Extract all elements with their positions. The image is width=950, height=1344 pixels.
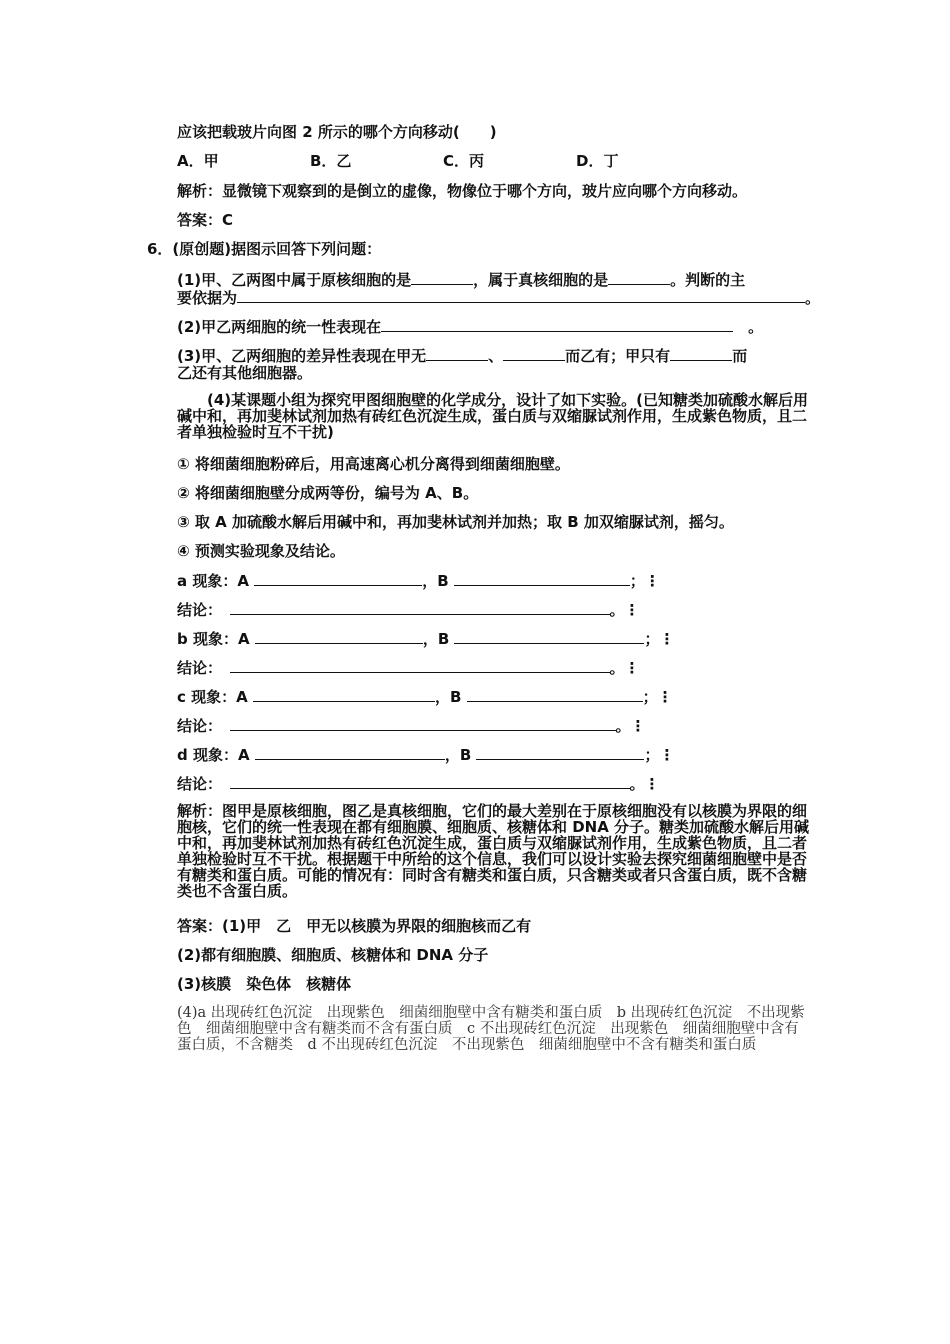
blank-b-B xyxy=(454,629,644,644)
q6-step2: ② 将细菌细胞壁分成两等份，编号为 A、B。 xyxy=(177,484,479,502)
case-label-b: ，B xyxy=(422,630,450,648)
case-label-b: ，B xyxy=(434,688,462,706)
case-label-b: ，B xyxy=(444,746,472,764)
conclusion-label: 结论： xyxy=(177,659,215,677)
blank-prokaryote xyxy=(411,270,473,285)
case-end: ；⋮ xyxy=(644,746,675,764)
blank-eukaryote xyxy=(608,270,670,285)
q5-answer: 答案：C xyxy=(177,211,234,229)
q6-step1: ① 将细菌细胞粉碎后，用高速离心机分离得到细菌细胞壁。 xyxy=(177,455,570,473)
blank-unity xyxy=(381,317,733,332)
blank-c-A xyxy=(253,687,435,702)
blank-only xyxy=(670,346,732,361)
blank-d-B xyxy=(476,745,644,760)
conclusion-end: 。⋮ xyxy=(609,659,640,677)
case-label: b 现象：A xyxy=(177,630,250,648)
q6-part2-text: 。 xyxy=(733,318,764,336)
q6-part4: (4)某课题小组为探究甲图细胞壁的化学成分，设计了如下实验。(已知糖类加硫酸水解后用碱中和，再加斐林试剂加热有砖红色沉淀生成，蛋白质与双缩脲试剂作用，生成紫色物质，且二者单独检验时互不干扰) xyxy=(177,391,809,441)
blank-c-conclusion xyxy=(230,716,616,731)
case-label: d 现象：A xyxy=(177,746,250,764)
q6-part3-line1 xyxy=(177,346,747,365)
conclusion-label: 结论： xyxy=(177,601,215,619)
q6-part2 xyxy=(177,317,763,336)
case-b-conclusion xyxy=(177,658,640,677)
q6-part1-text: 。判断的主 xyxy=(670,271,746,289)
q6-part3-text: 而 xyxy=(732,347,748,365)
q6-part3-line2: 乙还有其他细胞器。 xyxy=(177,364,313,382)
option-d: D．丁 xyxy=(576,152,619,170)
q6-part1-line1 xyxy=(177,270,745,289)
q5-analysis: 解析：显微镜下观察到的是倒立的虚像，物像位于哪个方向，玻片应向哪个方向移动。 xyxy=(177,182,748,200)
blank-d-conclusion xyxy=(230,774,630,789)
blank-diff-1 xyxy=(426,346,488,361)
q6-part1-text: 。 xyxy=(805,289,821,307)
case-label-b: ，B xyxy=(422,572,449,590)
conclusion-end: 。⋮ xyxy=(615,717,646,735)
conclusion-label: 结论： xyxy=(177,775,215,793)
q6-answer-1: 答案：(1)甲 乙 甲无以核膜为界限的细胞核而乙有 xyxy=(177,917,532,935)
case-d-phenomenon xyxy=(177,745,675,764)
blank-a-A xyxy=(254,571,422,586)
blank-diff-2 xyxy=(503,346,565,361)
case-c-phenomenon xyxy=(177,687,673,706)
q6-answer-3: (3)核膜 染色体 核糖体 xyxy=(177,975,352,993)
case-d-conclusion xyxy=(177,774,660,793)
blank-b-conclusion xyxy=(230,658,610,673)
case-c-conclusion xyxy=(177,716,646,735)
case-a-conclusion xyxy=(177,600,640,619)
q6-part1-line2 xyxy=(177,288,820,307)
blank-d-A xyxy=(255,745,445,760)
blank-basis xyxy=(237,288,805,303)
conclusion-end: 。⋮ xyxy=(629,775,660,793)
q6-title: 6．(原创题)据图示回答下列问题： xyxy=(147,240,382,258)
q6-part3-text: (3)甲、乙两细胞的差异性表现在甲无 xyxy=(177,347,427,365)
option-c: C．丙 xyxy=(443,152,485,170)
q6-step4: ④ 预测实验现象及结论。 xyxy=(177,542,345,560)
conclusion-end: 。⋮ xyxy=(609,601,640,619)
q6-part1-text: (1)甲、乙两图中属于原核细胞的是 xyxy=(177,271,412,289)
q6-analysis: 解析：图甲是原核细胞，图乙是真核细胞，它们的最大差别在于原核细胞没有以核膜为界限的细胞核，它们的统一性表现在都有细胞膜、细胞质、核糖体和 DNA 分子。糖类加硫酸水解后用碱中和，再加斐林试剂加热有砖红色沉淀生成，蛋白质与双缩脲试剂作用，生成紫色物质，且二者单独检验时互不干扰。根据题干中所给的这个信息，我们可以设计实验去探究细菌细胞壁中是否有糖类和蛋白质。可能的情况有：同时含有糖类和蛋白质，只含糖类或者只含蛋白质，既不含糖类也不含蛋白质。 xyxy=(177,802,810,900)
blank-c-B xyxy=(467,687,643,702)
blank-a-conclusion xyxy=(230,600,610,615)
q6-part3-text: 、 xyxy=(488,347,504,365)
case-end: ；⋮ xyxy=(629,572,660,590)
q5-options xyxy=(177,152,709,170)
q6-answer-2: (2)都有细胞膜、细胞质、核糖体和 DNA 分子 xyxy=(177,946,489,964)
conclusion-label: 结论： xyxy=(177,717,215,735)
blank-b-A xyxy=(255,629,423,644)
blank-a-B xyxy=(454,571,630,586)
q6-step3: ③ 取 A 加硫酸水解后用碱中和，再加斐林试剂并加热；取 B 加双缩脲试剂，摇匀。 xyxy=(177,513,734,531)
case-end: ；⋮ xyxy=(642,688,673,706)
case-b-phenomenon xyxy=(177,629,675,648)
case-end: ；⋮ xyxy=(644,630,675,648)
q6-answer-4: (4)a 出现砖红色沉淀 出现紫色 细菌细胞壁中含有糖类和蛋白质 b 出现砖红色沉淀 不出现紫色 细菌细胞壁中含有糖类而不含有蛋白质 c 不出现砖红色沉淀 出现紫色 细菌细胞壁中含有蛋白质，不含糖类 d 不出现砖红色沉淀 不出现紫色 细菌细胞壁中不含有糖类和蛋白质 xyxy=(177,1005,805,1053)
option-a: A．甲 xyxy=(177,152,219,170)
q6-part2-text: (2)甲乙两细胞的统一性表现在 xyxy=(177,318,382,336)
q5-stem: 应该把载玻片向图 2 所示的哪个方向移动( ) xyxy=(177,123,497,141)
option-b: B．乙 xyxy=(310,152,352,170)
q6-part3-text: 而乙有；甲只有 xyxy=(565,347,671,365)
q6-part1-text: 要依据为 xyxy=(177,289,238,307)
case-label: a 现象：A xyxy=(177,572,249,590)
case-a-phenomenon xyxy=(177,571,660,590)
case-label: c 现象：A xyxy=(177,688,248,706)
q6-part1-text: ，属于真核细胞的是 xyxy=(473,271,609,289)
